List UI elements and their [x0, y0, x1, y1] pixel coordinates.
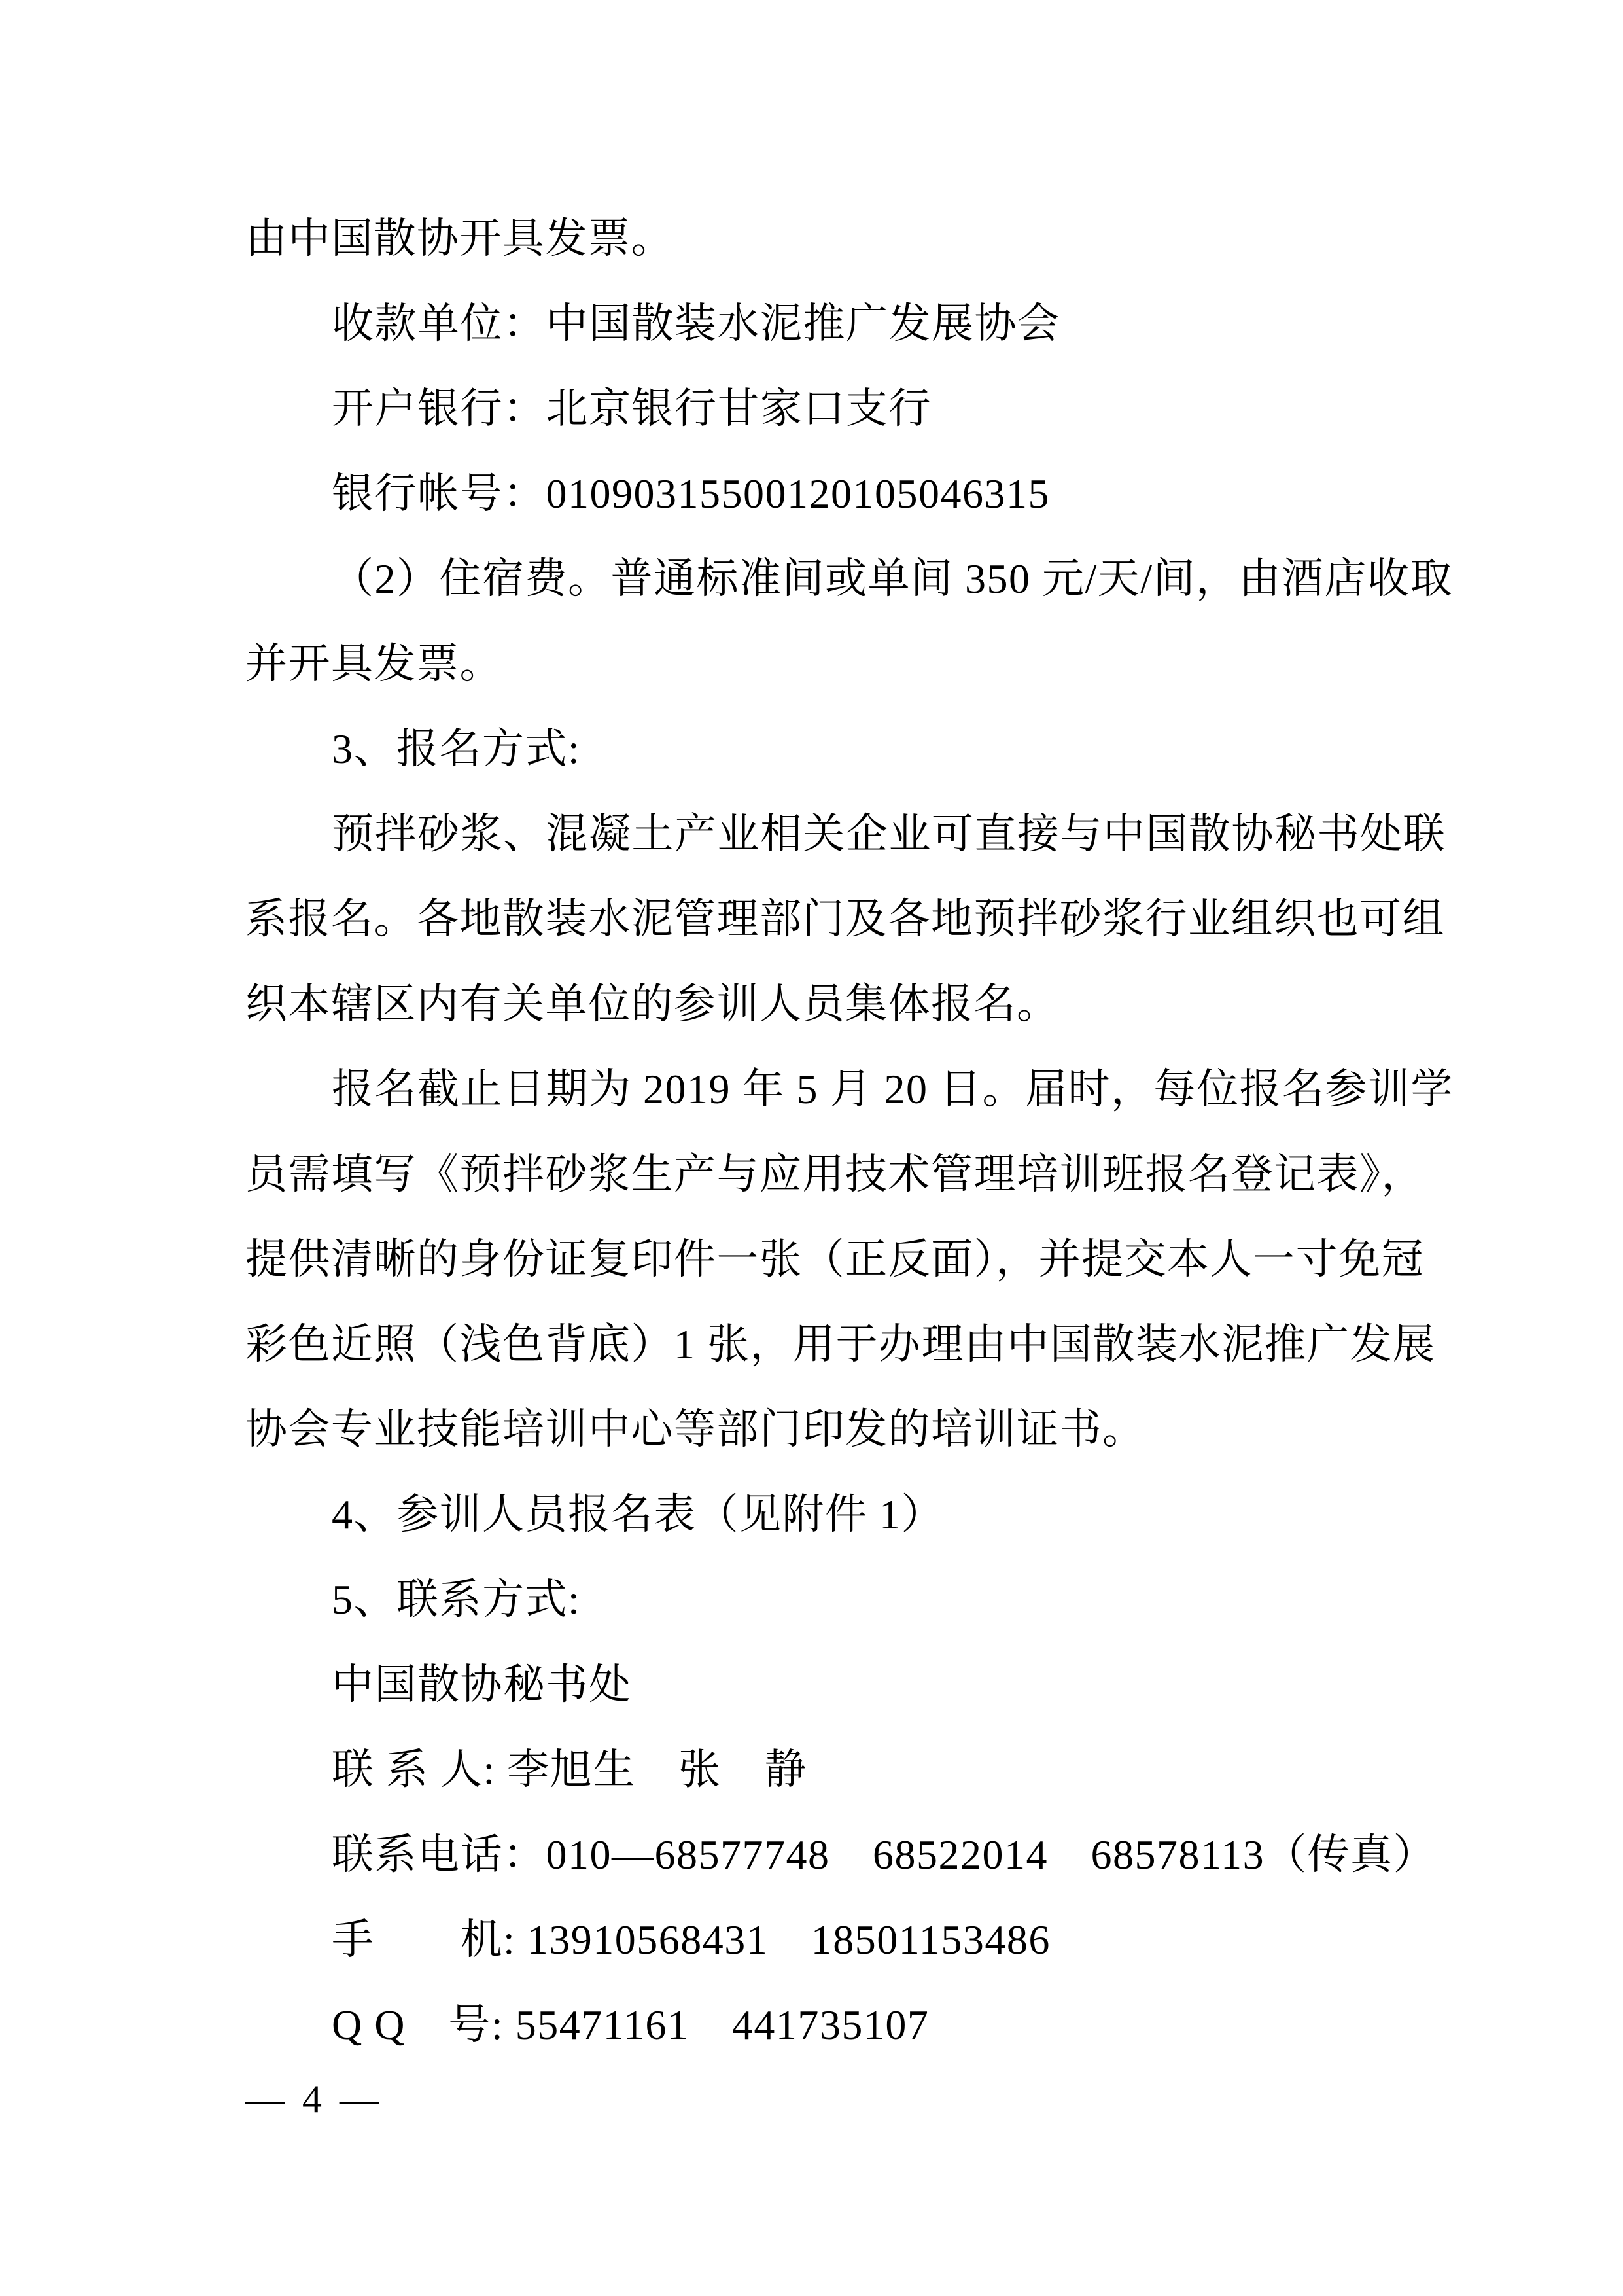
- text-line: 联 系 人: 李旭生 张 静: [332, 1746, 807, 1793]
- text-line: Q Q 号: 55471161 441735107: [332, 2002, 930, 2048]
- text-line: 协会专业技能培训中心等部门印发的培训证书。: [245, 1406, 1145, 1453]
- text-line: 开户银行：北京银行甘家口支行: [332, 385, 932, 432]
- page-footer: — 4 —: [245, 2077, 383, 2121]
- text-line: 并开具发票。: [245, 641, 502, 687]
- text-line: 员需填写《预拌砂浆生产与应用技术管理培训班报名登记表》，: [245, 1151, 1424, 1197]
- text-line: 预拌砂浆、混凝土产业相关企业可直接与中国散协秘书处联: [332, 811, 1446, 857]
- text-line: 提供清晰的身份证复印件一张（正反面），并提交本人一寸免冠: [245, 1236, 1424, 1282]
- text-line: 联系电话：010—68577748 68522014 68578113（传真）: [332, 1831, 1437, 1878]
- text-line: 彩色近照（浅色背底）1 张，用于办理由中国散装水泥推广发展: [245, 1321, 1436, 1368]
- text-line: 由中国散协开具发票。: [245, 215, 674, 262]
- text-line: 织本辖区内有关单位的参训人员集体报名。: [245, 981, 1060, 1027]
- text-line: 5、联系方式:: [332, 1576, 581, 1623]
- text-line: （2）住宿费。普通标准间或单间 350 元/天/间，由酒店收取: [332, 556, 1454, 602]
- text-line: 收款单位：中国散装水泥推广发展协会: [332, 300, 1060, 347]
- text-line: 4、参训人员报名表（见附件 1）: [332, 1491, 944, 1538]
- text-line: 手 机: 13910568431 18501153486: [332, 1916, 1051, 1963]
- text-line: 报名截止日期为 2019 年 5 月 20 日。届时，每位报名参训学: [332, 1066, 1454, 1112]
- text-line: 系报名。各地散装水泥管理部门及各地预拌砂浆行业组织也可组: [245, 896, 1445, 942]
- text-line: 3、报名方式:: [332, 726, 581, 772]
- text-line: 中国散协秘书处: [332, 1661, 632, 1708]
- text-line: 银行帐号：01090315500120105046315: [332, 470, 1050, 517]
- document-body: [245, 196, 1454, 2068]
